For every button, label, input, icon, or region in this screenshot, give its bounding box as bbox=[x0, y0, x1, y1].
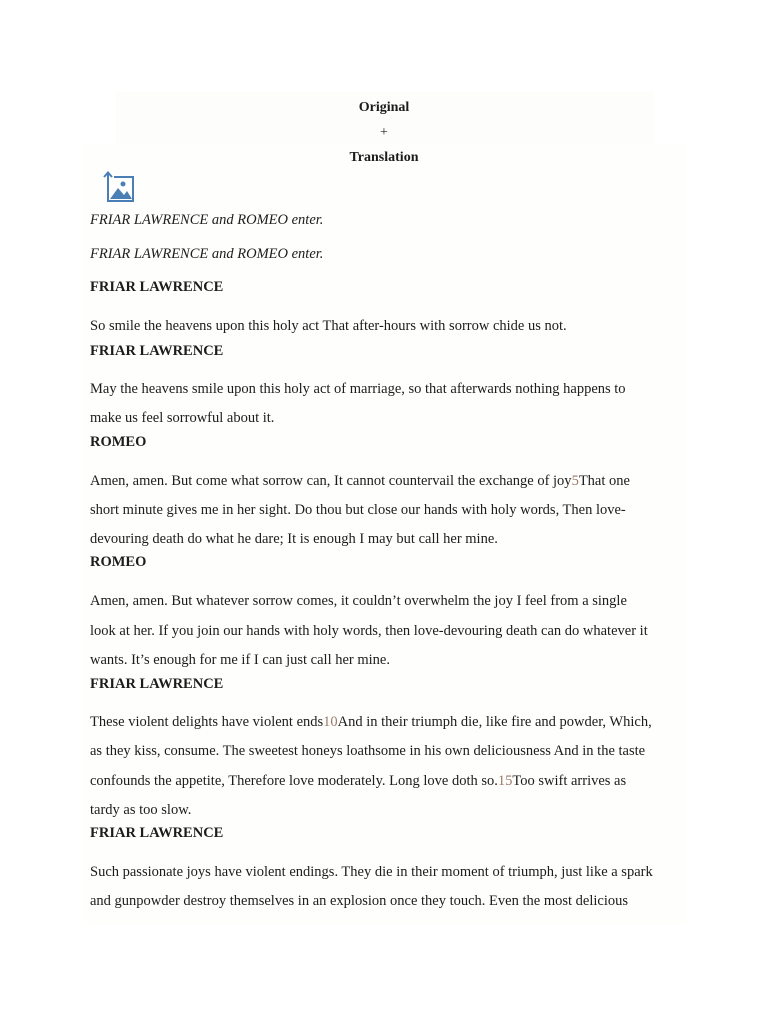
line-number-5: 5 bbox=[571, 473, 579, 489]
speaker-friar-lawrence-2: FRIAR LAWRENCE bbox=[90, 343, 224, 359]
stage-direction-2: FRIAR LAWRENCE and ROMEO enter. bbox=[90, 246, 324, 262]
speaker-friar-lawrence-1: FRIAR LAWRENCE bbox=[90, 279, 224, 295]
speech-3-line-3: devouring death do what he dare; It is enough I may but call her mine. bbox=[90, 531, 498, 547]
speech-1-line-1: So smile the heavens upon this holy act That after-hours with sorrow chide us not. bbox=[90, 318, 567, 334]
speech-6-line-2: and gunpowder destroy themselves in an explosion once they touch. Even the most delicious bbox=[90, 893, 628, 909]
speech-2-line-1: May the heavens smile upon this holy act of marriage, so that afterwards nothing happens to bbox=[90, 381, 626, 397]
speaker-romeo-2: ROMEO bbox=[90, 554, 147, 570]
speech-5-line-3 bbox=[90, 772, 626, 790]
line-number-15: 15 bbox=[497, 773, 513, 789]
image-upload-icon[interactable] bbox=[103, 170, 135, 203]
stage-direction-1: FRIAR LAWRENCE and ROMEO enter. bbox=[90, 212, 324, 228]
speech-3-line-1 bbox=[90, 472, 630, 490]
speech-3-line-1-text-b: That one bbox=[578, 473, 630, 489]
speech-5-line-3-text-b: Too swift arrives as bbox=[512, 773, 627, 789]
speech-5-line-2: as they kiss, consume. The sweetest honeys loathsome in his own deliciousness And in the taste bbox=[90, 743, 646, 759]
speech-6-line-1: Such passionate joys have violent endings. They die in their moment of triumph, just like a spark bbox=[90, 864, 653, 880]
speech-2-line-2: make us feel sorrowful about it. bbox=[90, 410, 275, 426]
title-original: Original bbox=[358, 100, 410, 115]
line-number-10: 10 bbox=[323, 714, 338, 730]
speaker-friar-lawrence-3: FRIAR LAWRENCE bbox=[90, 676, 224, 692]
speaker-friar-lawrence-4: FRIAR LAWRENCE bbox=[90, 825, 224, 841]
speech-5-line-1-text-b: And in their triumph die, like fire and powder, Which, bbox=[337, 714, 652, 730]
speech-4-line-1: Amen, amen. But whatever sorrow comes, it couldn’t overwhelm the joy I feel from a single bbox=[90, 593, 627, 609]
title-plus: + bbox=[380, 125, 388, 140]
speech-4-line-2: look at her. If you join our hands with holy words, then love-devouring death can do whatever it bbox=[90, 623, 648, 639]
speech-5-line-1 bbox=[90, 713, 652, 731]
title-translation: Translation bbox=[349, 150, 419, 165]
speech-3-line-2: short minute gives me in her sight. Do thou but close our hands with holy words, Then love- bbox=[90, 502, 626, 518]
speech-5-line-1-text-a: These violent delights have violent ends bbox=[90, 714, 324, 730]
speaker-romeo-1: ROMEO bbox=[90, 434, 147, 450]
speech-5-line-3-text-a: confounds the appetite, Therefore love moderately. Long love doth so. bbox=[90, 773, 498, 789]
speech-3-line-1-text-a: Amen, amen. But come what sorrow can, It cannot countervail the exchange of joy bbox=[90, 473, 572, 489]
speech-4-line-3: wants. It’s enough for me if I can just call her mine. bbox=[90, 652, 390, 668]
speech-5-line-4: tardy as too slow. bbox=[90, 802, 192, 818]
